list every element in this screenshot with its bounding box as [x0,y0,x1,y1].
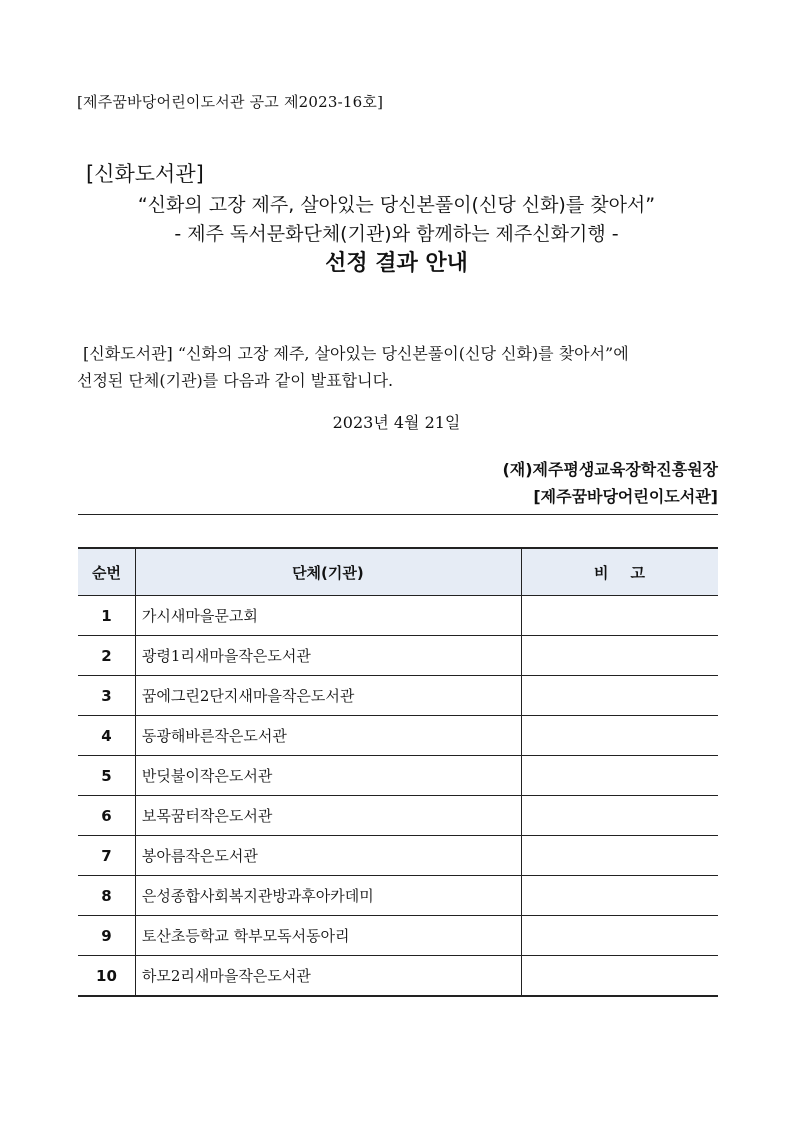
table-row [78,836,718,876]
table-row [78,716,718,756]
heading-title: “신화의 고장 제주, 살아있는 당신본풀이(신당 신화)를 찾아서” [137,194,656,216]
table-row [78,636,718,676]
table-row [78,956,718,997]
row-number: 2 [78,636,135,676]
row-number: 10 [78,956,135,997]
intro-paragraph [77,340,717,394]
row-org-name: 광령1리새마을작은도서관 [135,636,521,676]
header-org: 단체(기관) [135,548,521,596]
table-row [78,916,718,956]
issuer-name: (재)제주평생교육장학진흥원장 [502,460,718,479]
row-org-name: 꿈에그린2단지새마을작은도서관 [135,676,521,716]
row-org-name: 봉아름작은도서관 [135,836,521,876]
row-note [521,956,718,997]
table-row [78,596,718,636]
row-org-name: 가시새마을문고회 [135,596,521,636]
table-row [78,756,718,796]
row-note [521,596,718,636]
row-number: 6 [78,796,135,836]
heading-category: [신화도서관] [86,162,204,186]
header-no: 순번 [78,548,135,596]
row-org-name: 토산초등학교 학부모독서동아리 [135,916,521,956]
row-note [521,916,718,956]
row-note [521,676,718,716]
selection-table [78,547,718,997]
table-row [78,676,718,716]
row-number: 7 [78,836,135,876]
announcement-date: 2023년 4월 21일 [332,413,461,432]
row-number: 1 [78,596,135,636]
row-note [521,796,718,836]
table-body [78,596,718,997]
table-header-row [78,548,718,596]
row-org-name: 하모2리새마을작은도서관 [135,956,521,997]
row-note [521,876,718,916]
issuer-library: [제주꿈바당어린이도서관] [533,487,718,506]
notice-number: [제주꿈바당어린이도서관 공고 제2023-16호] [77,93,384,111]
header-note: 비고 [521,548,718,596]
row-note [521,716,718,756]
issuer-block [502,456,718,510]
divider-line [78,514,718,515]
row-org-name: 반딧불이작은도서관 [135,756,521,796]
heading-subtitle: - 제주 독서문화단체(기관)와 함께하는 제주신화기행 - [174,223,619,245]
table-row [78,876,718,916]
row-note [521,836,718,876]
table-row [78,796,718,836]
heading-result: 선정 결과 안내 [325,251,468,276]
intro-line-1: [신화도서관] “신화의 고장 제주, 살아있는 당신본풀이(신당 신화)를 찾아서”에 [83,344,629,363]
row-number: 4 [78,716,135,756]
row-note [521,636,718,676]
row-number: 9 [78,916,135,956]
row-org-name: 은성종합사회복지관방과후아카데미 [135,876,521,916]
row-note [521,756,718,796]
row-number: 5 [78,756,135,796]
row-number: 3 [78,676,135,716]
row-org-name: 동광해바른작은도서관 [135,716,521,756]
intro-line-2: 선정된 단체(기관)를 다음과 같이 발표합니다. [77,371,394,390]
row-org-name: 보목꿈터작은도서관 [135,796,521,836]
row-number: 8 [78,876,135,916]
